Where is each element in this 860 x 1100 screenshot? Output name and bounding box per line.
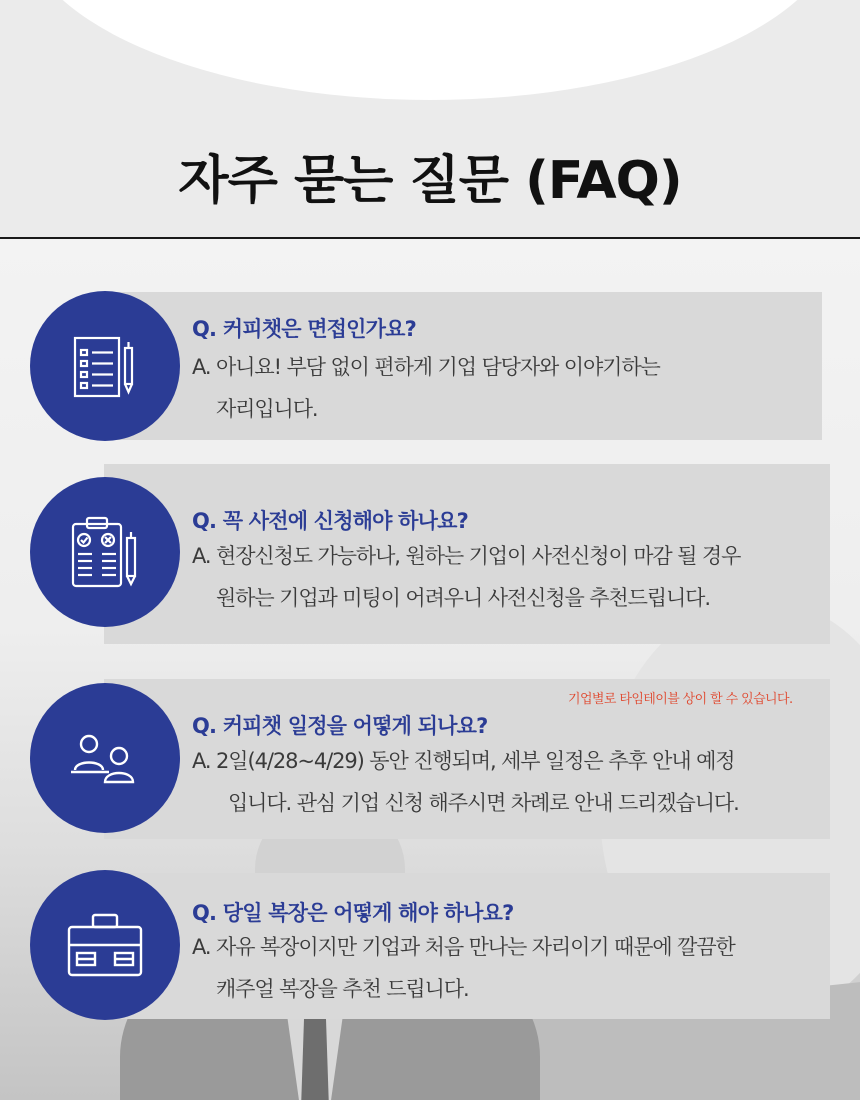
faq-answer-4 <box>192 926 735 1010</box>
page-header <box>0 138 860 213</box>
faq-answer-1 <box>192 346 660 430</box>
schedule-note: 기업별로 타임테이블 상이 할 수 있습니다. <box>568 692 793 707</box>
faq-icon-circle-1 <box>30 291 180 441</box>
faq-answer-2-line-1: A. 현장신청도 가능하나, 원하는 기업이 사전신청이 마감 될 경우 <box>192 544 741 568</box>
faq-answer-4-line-2: 캐주얼 복장을 추천 드립니다. <box>216 977 469 1001</box>
faq-answer-3-line-1: A. 2일(4/28~4/29) 동안 진행되며, 세부 일정은 추후 안내 예정 <box>192 749 735 773</box>
faq-icon-circle-3 <box>30 683 180 833</box>
faq-question-2: Q. 꼭 사전에 신청해야 하나요? <box>192 509 469 533</box>
meeting-people-icon <box>65 718 145 798</box>
clipboard-checklist-icon <box>65 512 145 592</box>
faq-question-4: Q. 당일 복장은 어떻게 해야 하나요? <box>192 901 514 925</box>
faq-answer-3 <box>192 740 739 824</box>
faq-answer-3-line-2: 입니다. 관심 기업 신청 해주시면 차례로 안내 드리겠습니다. <box>228 791 739 815</box>
faq-question-3: Q. 커피챗 일정을 어떻게 되나요? <box>192 714 488 738</box>
faq-answer-1-line-2: 자리입니다. <box>216 397 318 421</box>
faq-icon-circle-4 <box>30 870 180 1020</box>
faq-answer-2-line-2: 원하는 기업과 미팅이 어려우니 사전신청을 추천드립니다. <box>216 586 710 610</box>
faq-answer-1-line-1: A. 아니요! 부담 없이 편하게 기업 담당자와 이야기하는 <box>192 355 660 379</box>
faq-question-1: Q. 커피챗은 면접인가요? <box>192 317 417 341</box>
document-list-icon <box>65 326 145 406</box>
page-title: 자주 묻는 질문 (FAQ) <box>178 151 682 211</box>
faq-icon-circle-2 <box>30 477 180 627</box>
faq-answer-4-line-1: A. 자유 복장이지만 기업과 처음 만나는 자리이기 때문에 깔끔한 <box>192 935 735 959</box>
faq-answer-2 <box>192 535 740 619</box>
briefcase-icon <box>65 905 145 985</box>
